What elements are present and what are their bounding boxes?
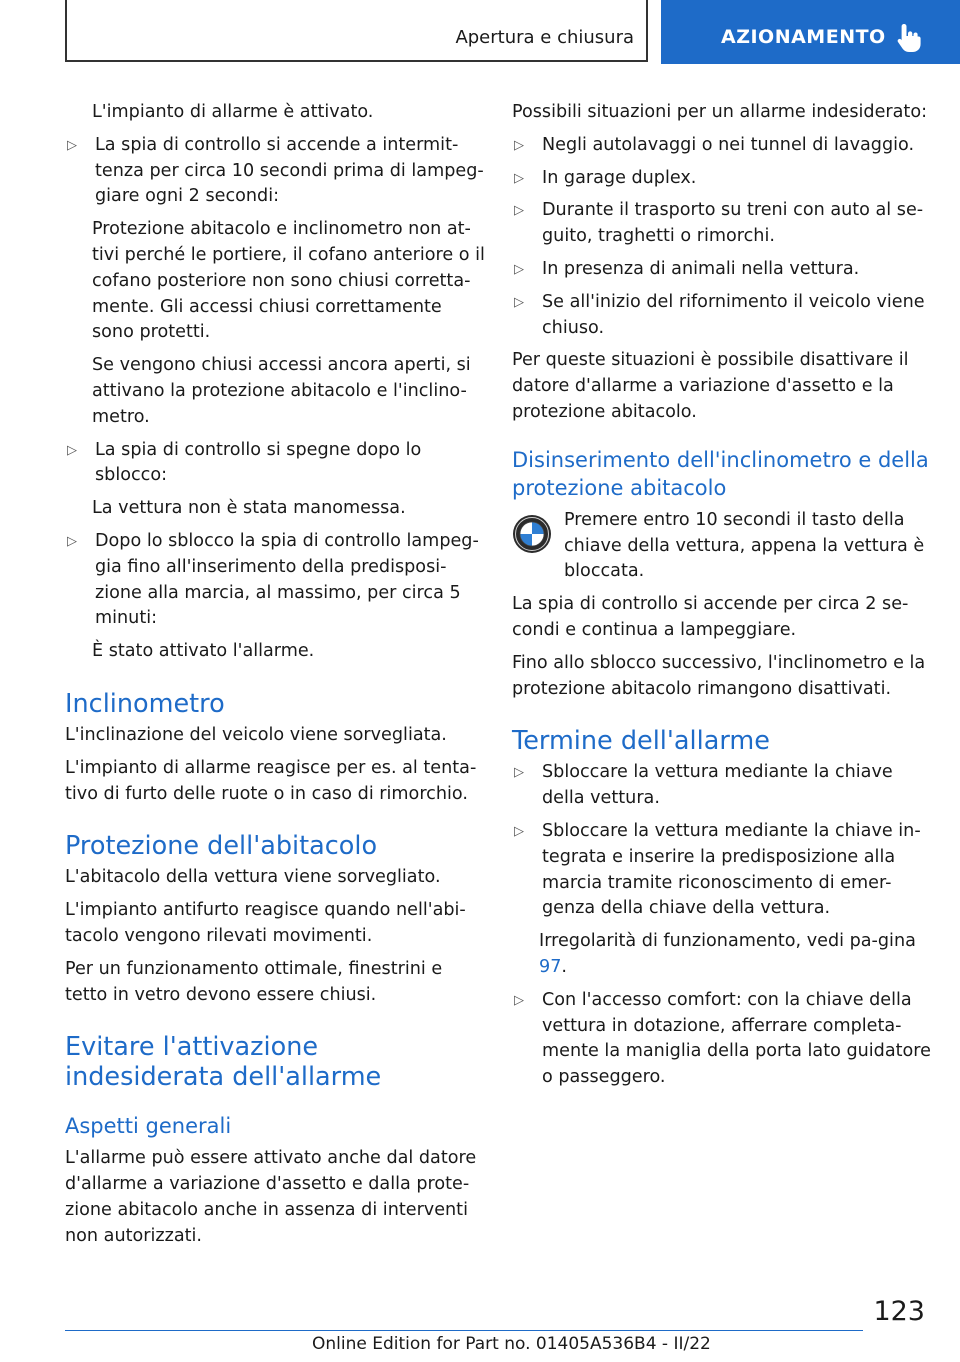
list-item: ▷ In garage duplex.: [512, 166, 932, 192]
list-item: ▷ La spia di controllo si spegne dopo lo sblocco:: [67, 439, 422, 486]
heading-protezione-abitacolo: Protezione dell'abitacolo: [65, 831, 378, 862]
section-label: AZIONAMENTO: [721, 26, 886, 48]
bullet-triangle-icon: ▷: [514, 261, 524, 277]
footer-divider: [65, 1330, 863, 1331]
paragraph: È stato attivato l'allarme.: [92, 641, 315, 662]
paragraph: Irregolarità di funzionamento, vedi pa-gina 97.: [539, 931, 916, 977]
subheading-disinserimento: Disinserimento dell'inclinometro e della protezione abitacolo: [512, 447, 929, 500]
bullet-triangle-icon: ▷: [67, 533, 77, 549]
list-item: ▷ Dopo lo sblocco la spia di controllo lampeg-gia fino all'inserimento della predisposi-zione alla marcia, al massimo, per circa 5 minuti:: [67, 530, 479, 629]
heading-evitare-attivazione: Evitare l'attivazione indesiderata dell'allarme: [65, 1032, 382, 1093]
list-item: ▷ Con l'accesso comfort: con la chiave della vettura in dotazione, afferrare completa-mente la maniglia della porta lato guidatore o passeggero.: [514, 989, 931, 1088]
bullet-triangle-icon: ▷: [514, 203, 524, 219]
heading-inclinometro: Inclinometro: [65, 688, 225, 719]
bullet-triangle-icon: ▷: [514, 992, 524, 1008]
list-item: ▷ Sbloccare la vettura mediante la chiave della vettura.: [514, 762, 893, 809]
paragraph: Per un funzionamento ottimale, finestrini e tetto in vetro devono essere chiusi.: [65, 958, 443, 1005]
subheading-aspetti-generali: Aspetti generali: [65, 1114, 232, 1139]
paragraph: L'impianto antifurto reagisce quando nell'abi-tacolo vengono rilevati movimenti.: [65, 900, 466, 946]
paragraph: L'impianto di allarme è attivato.: [92, 102, 374, 122]
list-item: ▷ Sbloccare la vettura mediante la chiave in-tegrata e inserire la predisposizione alla marcia tramite riconoscimento di emer-genza della chiave della vettura.: [514, 820, 921, 919]
left-column: [65, 100, 485, 1257]
chapter-title: Apertura e chiusura: [455, 27, 634, 48]
page-header: [65, 0, 960, 64]
paragraph: L'allarme può essere attivato anche dal datore d'allarme a variazione d'assetto e dalla prote-zione abitacolo anche in assenza di interventi non autorizzati.: [65, 1148, 477, 1246]
list-item: ▷ Durante il trasporto su treni con auto al se-guito, traghetti o rimorchi.: [514, 200, 924, 247]
chapter-box: [65, 0, 648, 62]
bullet-triangle-icon: ▷: [514, 170, 524, 186]
key-instruction: Premere entro 10 secondi il tasto della chiave della vettura, appena la vettura è bloccata.: [512, 508, 932, 585]
paragraph: Protezione abitacolo e inclinometro non at-tivi perché le portiere, il cofano anteriore o il cofano posteriore non sono chiusi corretta-mente. Gli accessi chiusi correttamente sono protetti.: [92, 219, 485, 343]
paragraph: Fino allo sblocco successivo, l'inclinometro e la protezione abitacolo rimangono disattivati.: [512, 652, 926, 699]
paragraph: La vettura non è stata manomessa.: [92, 498, 406, 519]
paragraph: Possibili situazioni per un allarme indesiderato:: [512, 102, 928, 122]
bullet-triangle-icon: ▷: [514, 765, 524, 781]
list-item: ▷ In presenza di animali nella vettura.: [512, 257, 932, 283]
bullet-triangle-icon: ▷: [67, 137, 77, 153]
paragraph: La spia di controllo si accende per circa 2 se-condi e continua a lampeggiare.: [512, 594, 909, 640]
page-number: 123: [873, 1296, 925, 1327]
bullet-triangle-icon: ▷: [514, 137, 524, 153]
list-item: ▷ La spia di controllo si accende a intermit-tenza per circa 10 secondi prima di lampeg-giare ogni 2 secondi:: [67, 134, 484, 207]
footer-edition: Online Edition for Part no. 01405A536B4 - II/22: [312, 1334, 711, 1354]
page-link[interactable]: 97: [539, 956, 562, 977]
paragraph: Se vengono chiusi accessi ancora aperti, si attivano la protezione abitacolo e l'inclino-metro.: [92, 355, 471, 427]
bmw-logo-icon: [512, 514, 552, 554]
list-item: ▷ Se all'inizio del rifornimento il veicolo viene chiuso.: [514, 291, 925, 338]
bullet-triangle-icon: ▷: [514, 823, 524, 839]
heading-termine-allarme: Termine dell'allarme: [512, 726, 770, 757]
paragraph: L'inclinazione del veicolo viene sorvegliata.: [65, 724, 447, 745]
section-tab: [661, 0, 960, 64]
hand-pointer-icon: [895, 22, 925, 54]
right-column: [512, 100, 932, 1098]
bullet-triangle-icon: ▷: [67, 442, 77, 458]
paragraph: L'impianto di allarme reagisce per es. al tenta-tivo di furto delle ruote o in caso di rimorchio.: [65, 757, 477, 804]
list-item: ▷ Negli autolavaggi o nei tunnel di lavaggio.: [512, 133, 932, 159]
paragraph: L'abitacolo della vettura viene sorvegliato.: [65, 867, 441, 888]
bullet-triangle-icon: ▷: [514, 294, 524, 310]
paragraph: Per queste situazioni è possibile disattivare il datore d'allarme a variazione d'assetto e la protezione abitacolo.: [512, 350, 909, 422]
